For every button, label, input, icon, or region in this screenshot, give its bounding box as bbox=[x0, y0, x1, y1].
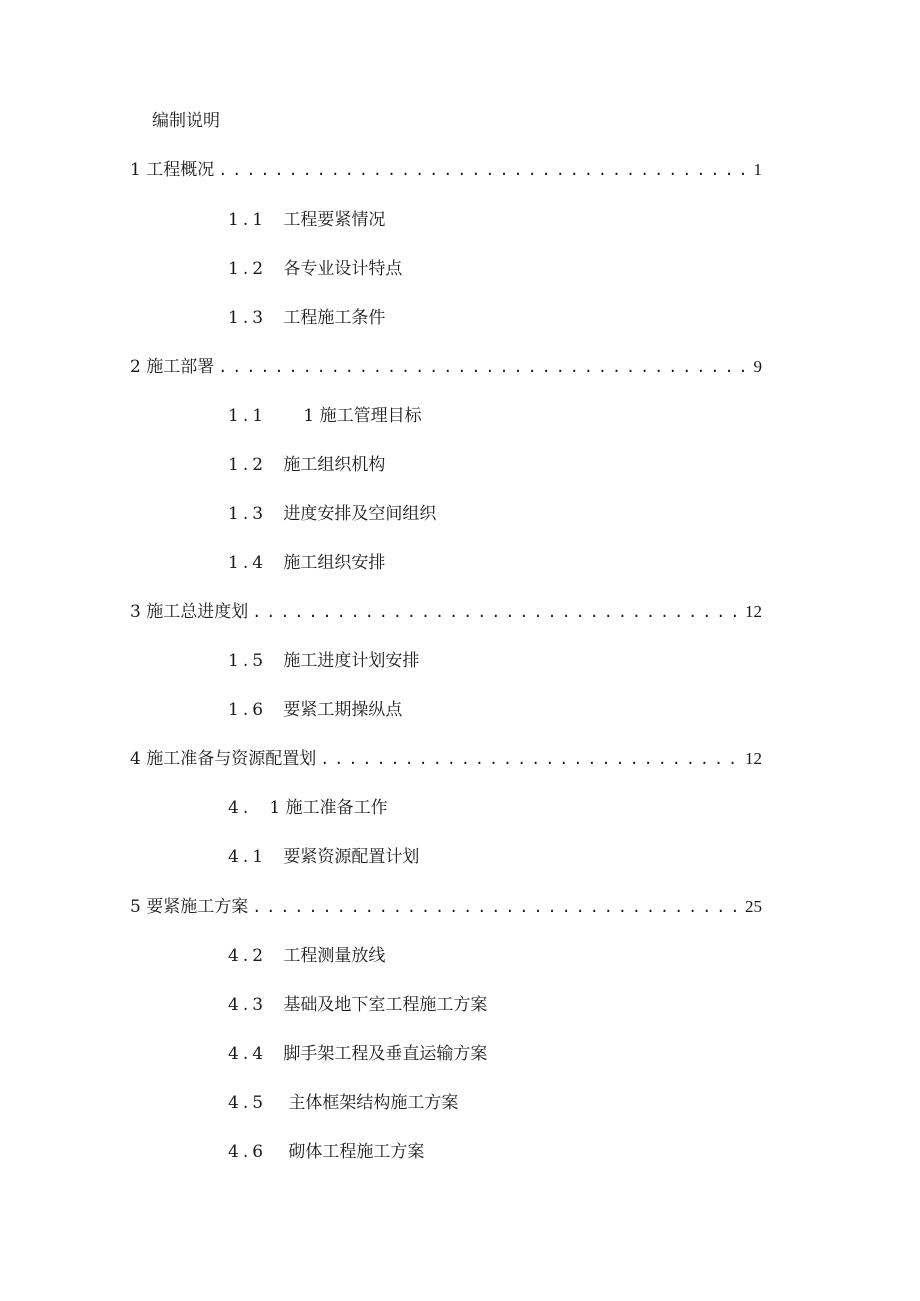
section-number: 1.5 bbox=[228, 651, 268, 671]
chapter-label: 4 施工准备与资源配置划 bbox=[130, 749, 317, 769]
toc-section[interactable] bbox=[228, 649, 419, 673]
toc-section[interactable] bbox=[228, 551, 385, 575]
toc-section[interactable] bbox=[228, 208, 385, 232]
dot-leader bbox=[320, 747, 741, 771]
section-title: 砌体工程施工方案 bbox=[288, 1142, 425, 1162]
section-title: 工程施工条件 bbox=[283, 308, 386, 328]
section-title: 脚手架工程及垂直运输方案 bbox=[283, 1044, 488, 1064]
section-title: 工程测量放线 bbox=[283, 946, 386, 966]
dot-leader bbox=[252, 600, 741, 624]
toc-section[interactable] bbox=[228, 845, 419, 869]
chapter-page-number: 12 bbox=[745, 749, 762, 768]
toc-section[interactable] bbox=[228, 1042, 487, 1066]
toc-section[interactable] bbox=[228, 453, 385, 477]
section-title: 1 施工管理目标 bbox=[303, 406, 422, 426]
toc-chapter-5[interactable] bbox=[130, 895, 762, 919]
section-number: 4.5 bbox=[228, 1093, 268, 1113]
section-title: 主体框架结构施工方案 bbox=[288, 1093, 459, 1113]
section-title: 施工组织机构 bbox=[283, 455, 386, 475]
section-title: 基础及地下室工程施工方案 bbox=[283, 995, 488, 1015]
section-number: 1.3 bbox=[228, 308, 268, 328]
chapter-label: 2 施工部署 bbox=[130, 357, 215, 377]
section-number: 1.2 bbox=[228, 259, 268, 279]
toc-section[interactable] bbox=[228, 698, 402, 722]
toc-chapter-3[interactable] bbox=[130, 600, 762, 624]
section-number: 1.1 bbox=[228, 210, 268, 230]
dot-leader bbox=[218, 158, 749, 182]
section-title: 要紧工期操纵点 bbox=[283, 700, 403, 720]
section-number: 1.6 bbox=[228, 700, 268, 720]
section-number: 4. bbox=[228, 798, 253, 818]
toc-section[interactable] bbox=[228, 306, 385, 330]
toc-section[interactable] bbox=[228, 1091, 458, 1115]
chapter-label: 1 工程概况 bbox=[130, 160, 215, 180]
toc-chapter-4[interactable] bbox=[130, 747, 762, 771]
toc-section[interactable] bbox=[228, 502, 436, 526]
toc-section[interactable] bbox=[228, 404, 422, 428]
toc-chapter-1[interactable] bbox=[130, 158, 762, 182]
section-title: 施工进度计划安排 bbox=[283, 651, 420, 671]
section-number: 1.2 bbox=[228, 455, 268, 475]
section-title: 要紧资源配置计划 bbox=[283, 847, 420, 867]
section-number: 4.4 bbox=[228, 1044, 268, 1064]
dot-leader bbox=[252, 895, 741, 919]
toc-section[interactable] bbox=[228, 1140, 424, 1164]
toc-section[interactable] bbox=[228, 993, 487, 1017]
toc-section[interactable] bbox=[228, 257, 402, 281]
chapter-page-number: 9 bbox=[753, 357, 762, 376]
chapter-page-number: 1 bbox=[753, 160, 762, 179]
section-number: 4.2 bbox=[228, 946, 268, 966]
chapter-page-number: 25 bbox=[745, 897, 762, 916]
section-title: 施工组织安排 bbox=[283, 553, 386, 573]
chapter-page-number: 12 bbox=[745, 602, 762, 621]
section-title: 1 施工准备工作 bbox=[269, 798, 388, 818]
section-title: 工程要紧情况 bbox=[283, 210, 386, 230]
chapter-label: 3 施工总进度划 bbox=[130, 602, 249, 622]
section-number: 1.1 bbox=[228, 406, 268, 426]
section-number: 4.1 bbox=[228, 847, 268, 867]
section-number: 1.3 bbox=[228, 504, 268, 524]
section-title: 进度安排及空间组织 bbox=[283, 504, 437, 524]
toc-section[interactable] bbox=[228, 944, 385, 968]
dot-leader bbox=[218, 355, 749, 379]
toc-section[interactable] bbox=[228, 796, 388, 820]
section-title: 各专业设计特点 bbox=[283, 259, 403, 279]
toc-title: 编制说明 bbox=[152, 111, 220, 131]
section-number: 4.6 bbox=[228, 1142, 268, 1162]
section-number: 1.4 bbox=[228, 553, 268, 573]
section-number: 4.3 bbox=[228, 995, 268, 1015]
toc-chapter-2[interactable] bbox=[130, 355, 762, 379]
chapter-label: 5 要紧施工方案 bbox=[130, 897, 249, 917]
